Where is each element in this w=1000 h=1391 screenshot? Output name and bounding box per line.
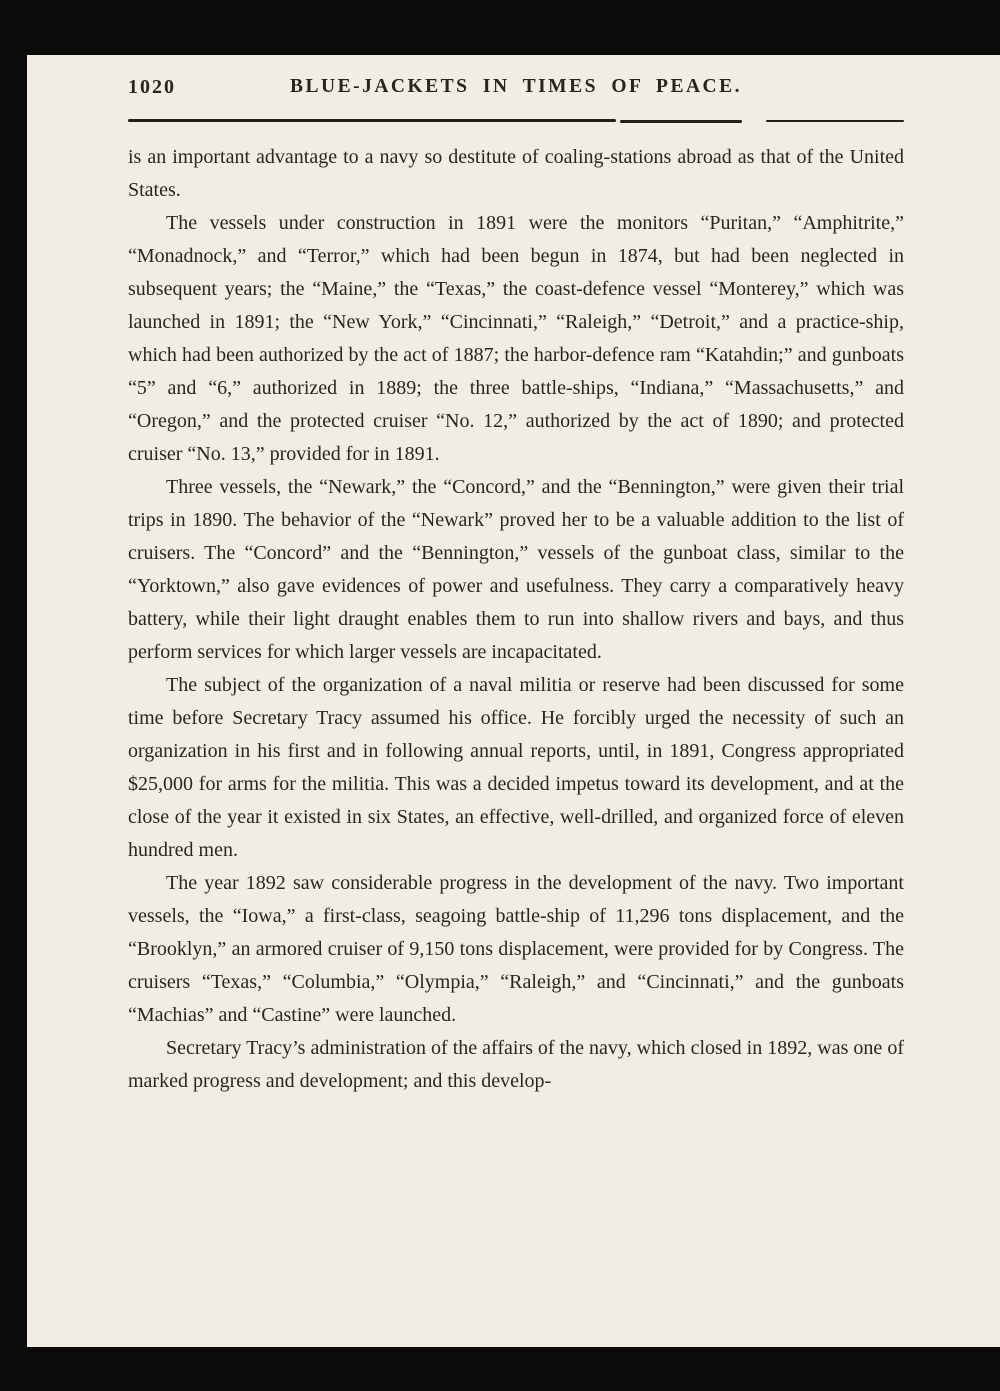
header-rule-segment [128, 119, 616, 122]
paragraph: The subject of the organization of a naval militia or reserve had been discussed for some time before Secretary Tracy assumed his office. He forcibly urged the necessity of such an organization in his first and in following annual reports, until, in 1891, Congress appropriated $25,000 for arms for the militia. This was a decided impetus toward its development, and at the close of the year it existed in six States, an effective, well-drilled, and organized force of eleven hundred men. [128, 674, 904, 861]
paragraph: The year 1892 saw considerable progress in the development of the navy. Two important vessels, the “Iowa,” a first-class, seagoing battle-ship of 11,296 tons displacement, and the “Brooklyn,” an armored cruiser of 9,150 tons displacement, were provided for by Congress. The cruisers “Texas,” “Columbia,” “Olympia,” “Raleigh,” and “Cincinnati,” and the gunboats “Machias” and “Castine” were launched. [128, 872, 904, 1026]
header-rule-segment [620, 120, 742, 123]
running-header [128, 76, 904, 104]
header-rule [128, 118, 904, 124]
scan-border-left [0, 0, 27, 1391]
running-title: BLUE-JACKETS IN TIMES OF PEACE. [289, 76, 743, 97]
paragraph: The vessels under construction in 1891 were the monitors “Puritan,” “Amphitrite,” “Monadnock,” and “Terror,” which had been begun in 1874, but had been neglected in subsequent years; the “Maine,” the “Texas,” the coast-defence vessel “Monterey,” which was launched in 1891; the “New York,” “Cincinnati,” “Raleigh,” “Detroit,” and a practice-ship, which had been authorized by the act of 1887; the harbor-defence ram “Katahdin;” and gunboats “5” and “6,” authorized in 1889; the three battle-ships, “Indiana,” “Massachusetts,” and “Oregon,” and the protected cruiser “No. 12,” authorized by the act of 1890; and protected cruiser “No. 13,” provided for in 1891. [128, 212, 904, 465]
scan-border-top [0, 0, 1000, 55]
body-text-column [128, 141, 904, 1098]
page-number: 1020 [128, 76, 176, 98]
paragraph: Three vessels, the “Newark,” the “Concord,” and the “Bennington,” were given their trial trips in 1890. The behavior of the “Newark” proved her to be a valuable addition to the list of cruisers. The “Concord” and the “Bennington,” vessels of the gunboat class, similar to the “Yorktown,” also gave evidences of power and usefulness. They carry a comparatively heavy battery, while their light draught enables them to run into shallow rivers and bays, and thus perform services for which larger vessels are incapacitated. [128, 476, 904, 663]
paragraph: Secretary Tracy’s administration of the affairs of the navy, which closed in 1892, was one of marked progress and development; and this develop- [128, 1037, 904, 1092]
paragraph: is an important advantage to a navy so destitute of coaling-stations abroad as that of the United States. [128, 146, 904, 201]
scan-border-bottom [0, 1347, 1000, 1391]
header-rule-segment [766, 120, 904, 122]
